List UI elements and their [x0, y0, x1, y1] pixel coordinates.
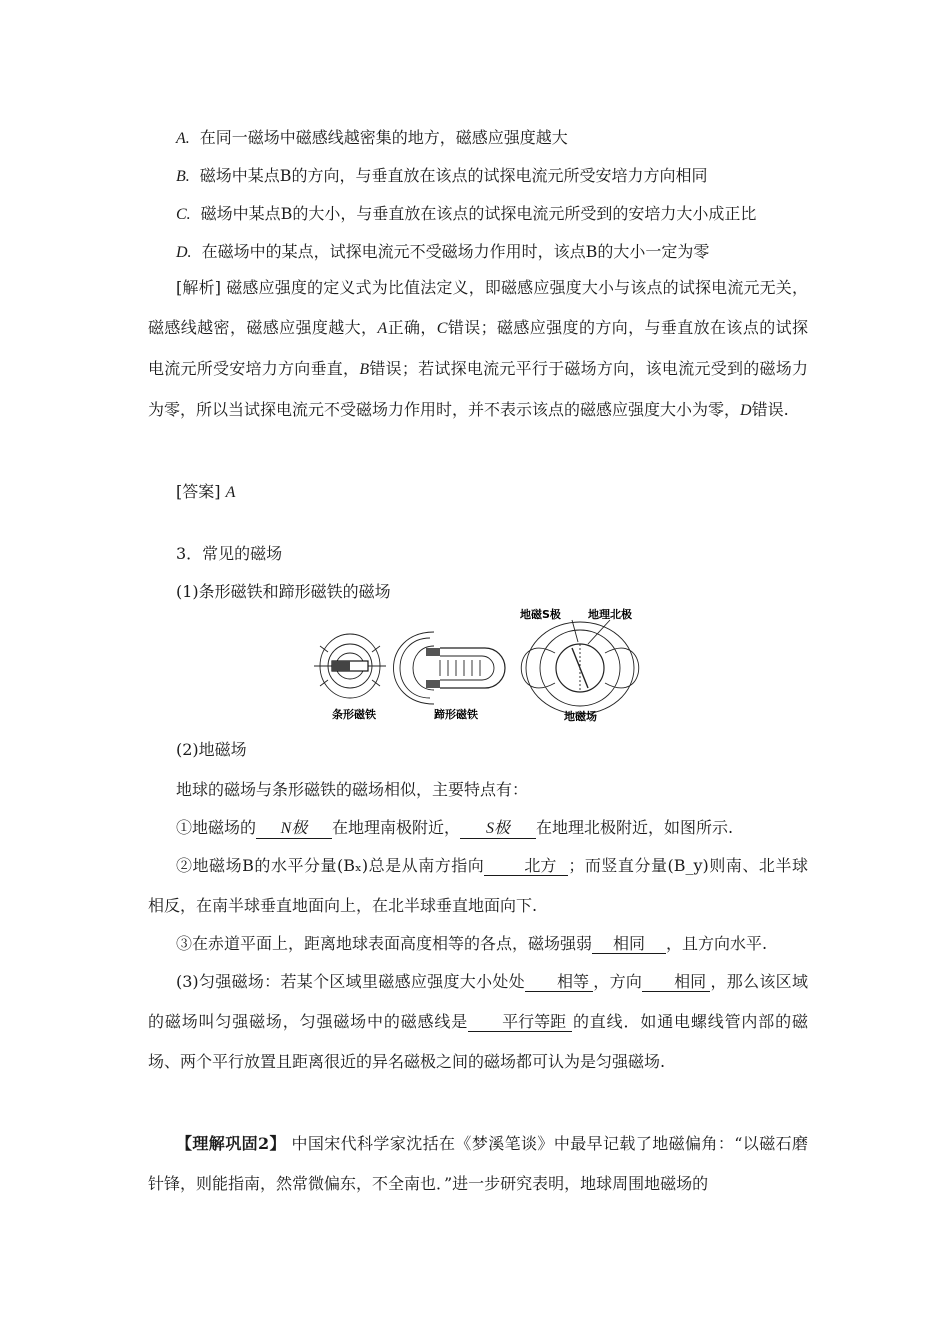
option-a: [176, 128, 568, 149]
analysis-letter-d: D: [740, 402, 752, 419]
subsection-1-title: (1)条形磁铁和蹄形磁铁的磁场: [176, 582, 391, 601]
answer-line: [176, 482, 235, 503]
item-text: ；而竖直分量(B_y)则南、北半球相反，在南半球垂直地面向上，在北半球垂直地面向下.: [148, 856, 808, 915]
feature-item-3: [176, 934, 767, 954]
field-diagram: [310, 608, 640, 726]
analysis-text: 正确，: [387, 318, 437, 337]
option-text: 磁场中某点B的方向，与垂直放在该点的试探电流元所受安培力方向相同: [199, 166, 708, 185]
option-text: 磁场中某点B的大小，与垂直放在该点的试探电流元所受到的安培力大小成正比: [200, 204, 757, 223]
consolidate-label: 【理解巩固2】: [176, 1134, 286, 1153]
option-text: 在磁场中的某点，试探电流元不受磁场力作用时，该点B的大小一定为零: [201, 242, 710, 261]
analysis-text: 磁感应强度的定义式为比值法定义，即磁感应强度大小与该点的试探电流元无关，磁感线越密，磁感应强度越大，: [148, 278, 808, 337]
section-title: 3．常见的磁场: [176, 544, 283, 563]
option-letter: C.: [176, 206, 191, 223]
analysis-label: [解析]: [176, 278, 221, 297]
analysis-letter-b: B: [359, 361, 370, 378]
item-text: ③在赤道平面上，距离地球表面高度相等的各点，磁场强弱: [176, 934, 593, 953]
paragraph-text: (3)匀强磁场：若某个区域里磁感应强度大小处处: [176, 972, 525, 991]
earth-field-caption: 地磁场: [564, 710, 597, 723]
answer-value: A: [225, 484, 236, 501]
option-letter: A.: [176, 130, 190, 147]
earth-field-intro: 地球的磁场与条形磁铁的磁场相似，主要特点有：: [176, 780, 529, 799]
fill-blank: N极: [256, 820, 332, 839]
fill-blank: 相同: [642, 973, 710, 992]
magnetic-field-figure: [310, 608, 640, 726]
geomagnetic-s-pole-label: 地磁S极: [520, 608, 561, 621]
fill-blank: 相同: [592, 935, 666, 954]
fill-blank: 相等: [525, 973, 593, 992]
geographic-north-pole-label: 地理北极: [588, 608, 632, 621]
bar-magnet-diagram: [314, 634, 386, 698]
paragraph-text: ，那么该区域的磁场叫匀强磁场，匀强磁场中的磁感线是: [148, 972, 808, 1031]
horseshoe-magnet-caption: 蹄形磁铁: [434, 708, 478, 721]
feature-item-1: [176, 818, 733, 839]
item-text: ①地磁场的: [176, 818, 257, 837]
bar-magnet-caption: 条形磁铁: [332, 708, 376, 721]
paragraph-text: ，方向: [592, 972, 643, 991]
consolidate-paragraph: [148, 1124, 808, 1204]
analysis-text: 错误；磁感应强度的方向，与垂直放在该点的试探电流元所受安培力方向垂直，: [148, 318, 808, 378]
horseshoe-magnet-diagram: [394, 632, 506, 704]
analysis-paragraph: [148, 268, 808, 431]
item-text: 在地理北极附近，如图所示.: [536, 818, 734, 837]
analysis-text: 错误.: [751, 400, 789, 419]
item-text: 在地理南极附近，: [332, 818, 461, 837]
option-c: [176, 204, 756, 225]
feature-item-2: [148, 846, 808, 926]
analysis-letter-c: C: [436, 320, 448, 337]
analysis-letter-a: A: [377, 320, 388, 337]
fill-blank: 北方: [484, 857, 568, 876]
paragraph-text: 的直线．如通电螺线管内部的磁场、两个平行放置且距离很近的异名磁极之间的磁场都可认为是匀强磁场.: [148, 1012, 808, 1071]
answer-label: [答案]: [176, 482, 221, 501]
item-text: ，且方向水平.: [666, 934, 768, 953]
analysis-text: 错误；若试探电流元平行于磁场方向，该电流元受到的磁场力为零，所以当试探电流元不受磁场力作用时，并不表示该点的磁感应强度大小为零，: [148, 359, 808, 419]
consolidate-text: 中国宋代科学家沈括在《梦溪笔谈》中最早记载了地磁偏角：“以磁石磨针锋，则能指南，然常微偏东，不全南也．”进一步研究表明，地球周围地磁场的: [148, 1134, 809, 1193]
option-letter: B.: [176, 168, 190, 185]
item-text: ②地磁场B的水平分量(Bₓ)总是从南方指向: [176, 856, 485, 875]
option-letter: D.: [176, 244, 192, 261]
fill-blank: S极: [460, 820, 536, 839]
option-text: 在同一磁场中磁感线越密集的地方，磁感应强度越大: [199, 128, 568, 147]
fill-blank: 平行等距: [468, 1013, 572, 1032]
earth-field-diagram: [521, 620, 639, 714]
uniform-field-paragraph: [148, 962, 808, 1082]
subsection-2-title: (2)地磁场: [176, 740, 247, 759]
option-d: [176, 242, 709, 263]
option-b: [176, 166, 708, 187]
